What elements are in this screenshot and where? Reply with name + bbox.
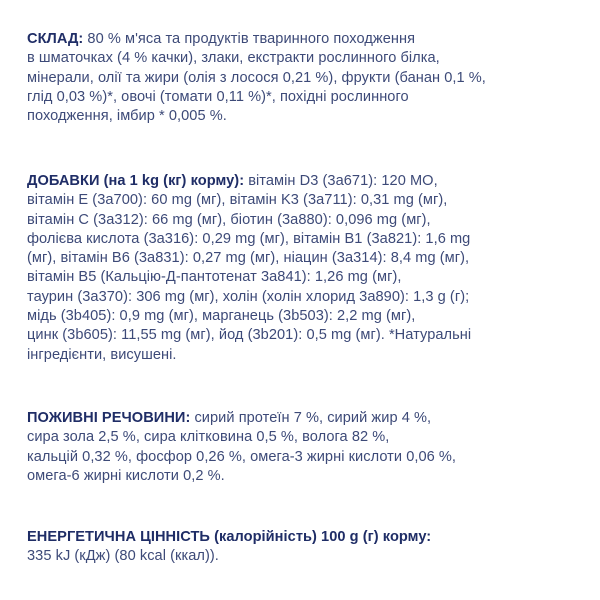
additives-line: мідь (3b405): 0,9 mg (мг), марганець (3b503): 2,2 mg (мг), (27, 308, 416, 325)
additives-line: фолієва кислота (3a316): 0,29 mg (мг), вітамін B1 (3a821): 1,6 mg (27, 230, 471, 247)
additives-line: вітамін C (3a312): 66 mg (мг), біотин (3a880): 0,096 mg (мг), (27, 211, 431, 228)
additives-title: ДОБАВКИ (на 1 kg (кг) корму): (27, 173, 245, 189)
nutrients-line: омега-6 жирні кислоти 0,2 %. (27, 467, 225, 484)
nutrients-line (27, 409, 587, 428)
nutrients-text: сирий протеїн 7 %, сирий жир 4 %, (190, 410, 432, 426)
nutrients-line: кальцій 0,32 %, фосфор 0,26 %, омега-3 жирні кислоти 0,06 %, (27, 448, 457, 465)
nutrients-title: ПОЖИВНІ РЕЧОВИНИ: (27, 410, 191, 426)
additives-line (27, 172, 587, 191)
additives-line: (мг), вітамін B6 (3a831): 0,27 mg (мг), ніацин (3a314): 8,4 mg (мг), (27, 250, 470, 267)
composition-line: в шматочках (4 % качки), злаки, екстракти рослинного білка, (27, 50, 440, 67)
composition-line (27, 30, 587, 49)
composition-line: глід 0,03 %)*, овочі (томати 0,11 %)*, похідні рослинного (27, 88, 409, 105)
nutrients-section (27, 409, 587, 486)
composition-title: СКЛАД: (27, 31, 84, 47)
composition-text: 80 % м'яса та продуктів тваринного походження (83, 31, 416, 47)
additives-line: таурин (3a370): 306 mg (мг), холін (холін хлорид 3a890): 1,3 g (г); (27, 288, 470, 305)
additives-text: вітамін D3 (3a671): 120 МО, (244, 173, 438, 189)
additives-section (27, 172, 587, 365)
energy-section (27, 528, 587, 567)
additives-line: інгредієнти, висушені. (27, 346, 177, 363)
additives-line: вітамін B5 (Кальцію-Д-пантотенат 3a841): 1,26 mg (мг), (27, 269, 402, 286)
composition-section (27, 30, 587, 126)
additives-line: вітамін E (3a700): 60 mg (мг), вітамін K3 (3a711): 0,31 mg (мг), (27, 192, 448, 209)
additives-line: цинк (3b605): 11,55 mg (мг), йод (3b201): 0,5 mg (мг). *Натуральні (27, 327, 472, 344)
energy-line: 335 kJ (кДж) (80 kcal (ккал)). (27, 548, 219, 565)
composition-line: мінерали, олії та жири (олія з лосося 0,21 %), фрукти (банан 0,1 %, (27, 69, 486, 86)
composition-line: походження, імбир * 0,005 %. (27, 108, 227, 125)
nutrients-line: сира зола 2,5 %, сира клітковина 0,5 %, волога 82 %, (27, 429, 390, 446)
energy-title: ЕНЕРГЕТИЧНА ЦІННІСТЬ (калорійність) 100 g (г) корму: (27, 529, 432, 545)
